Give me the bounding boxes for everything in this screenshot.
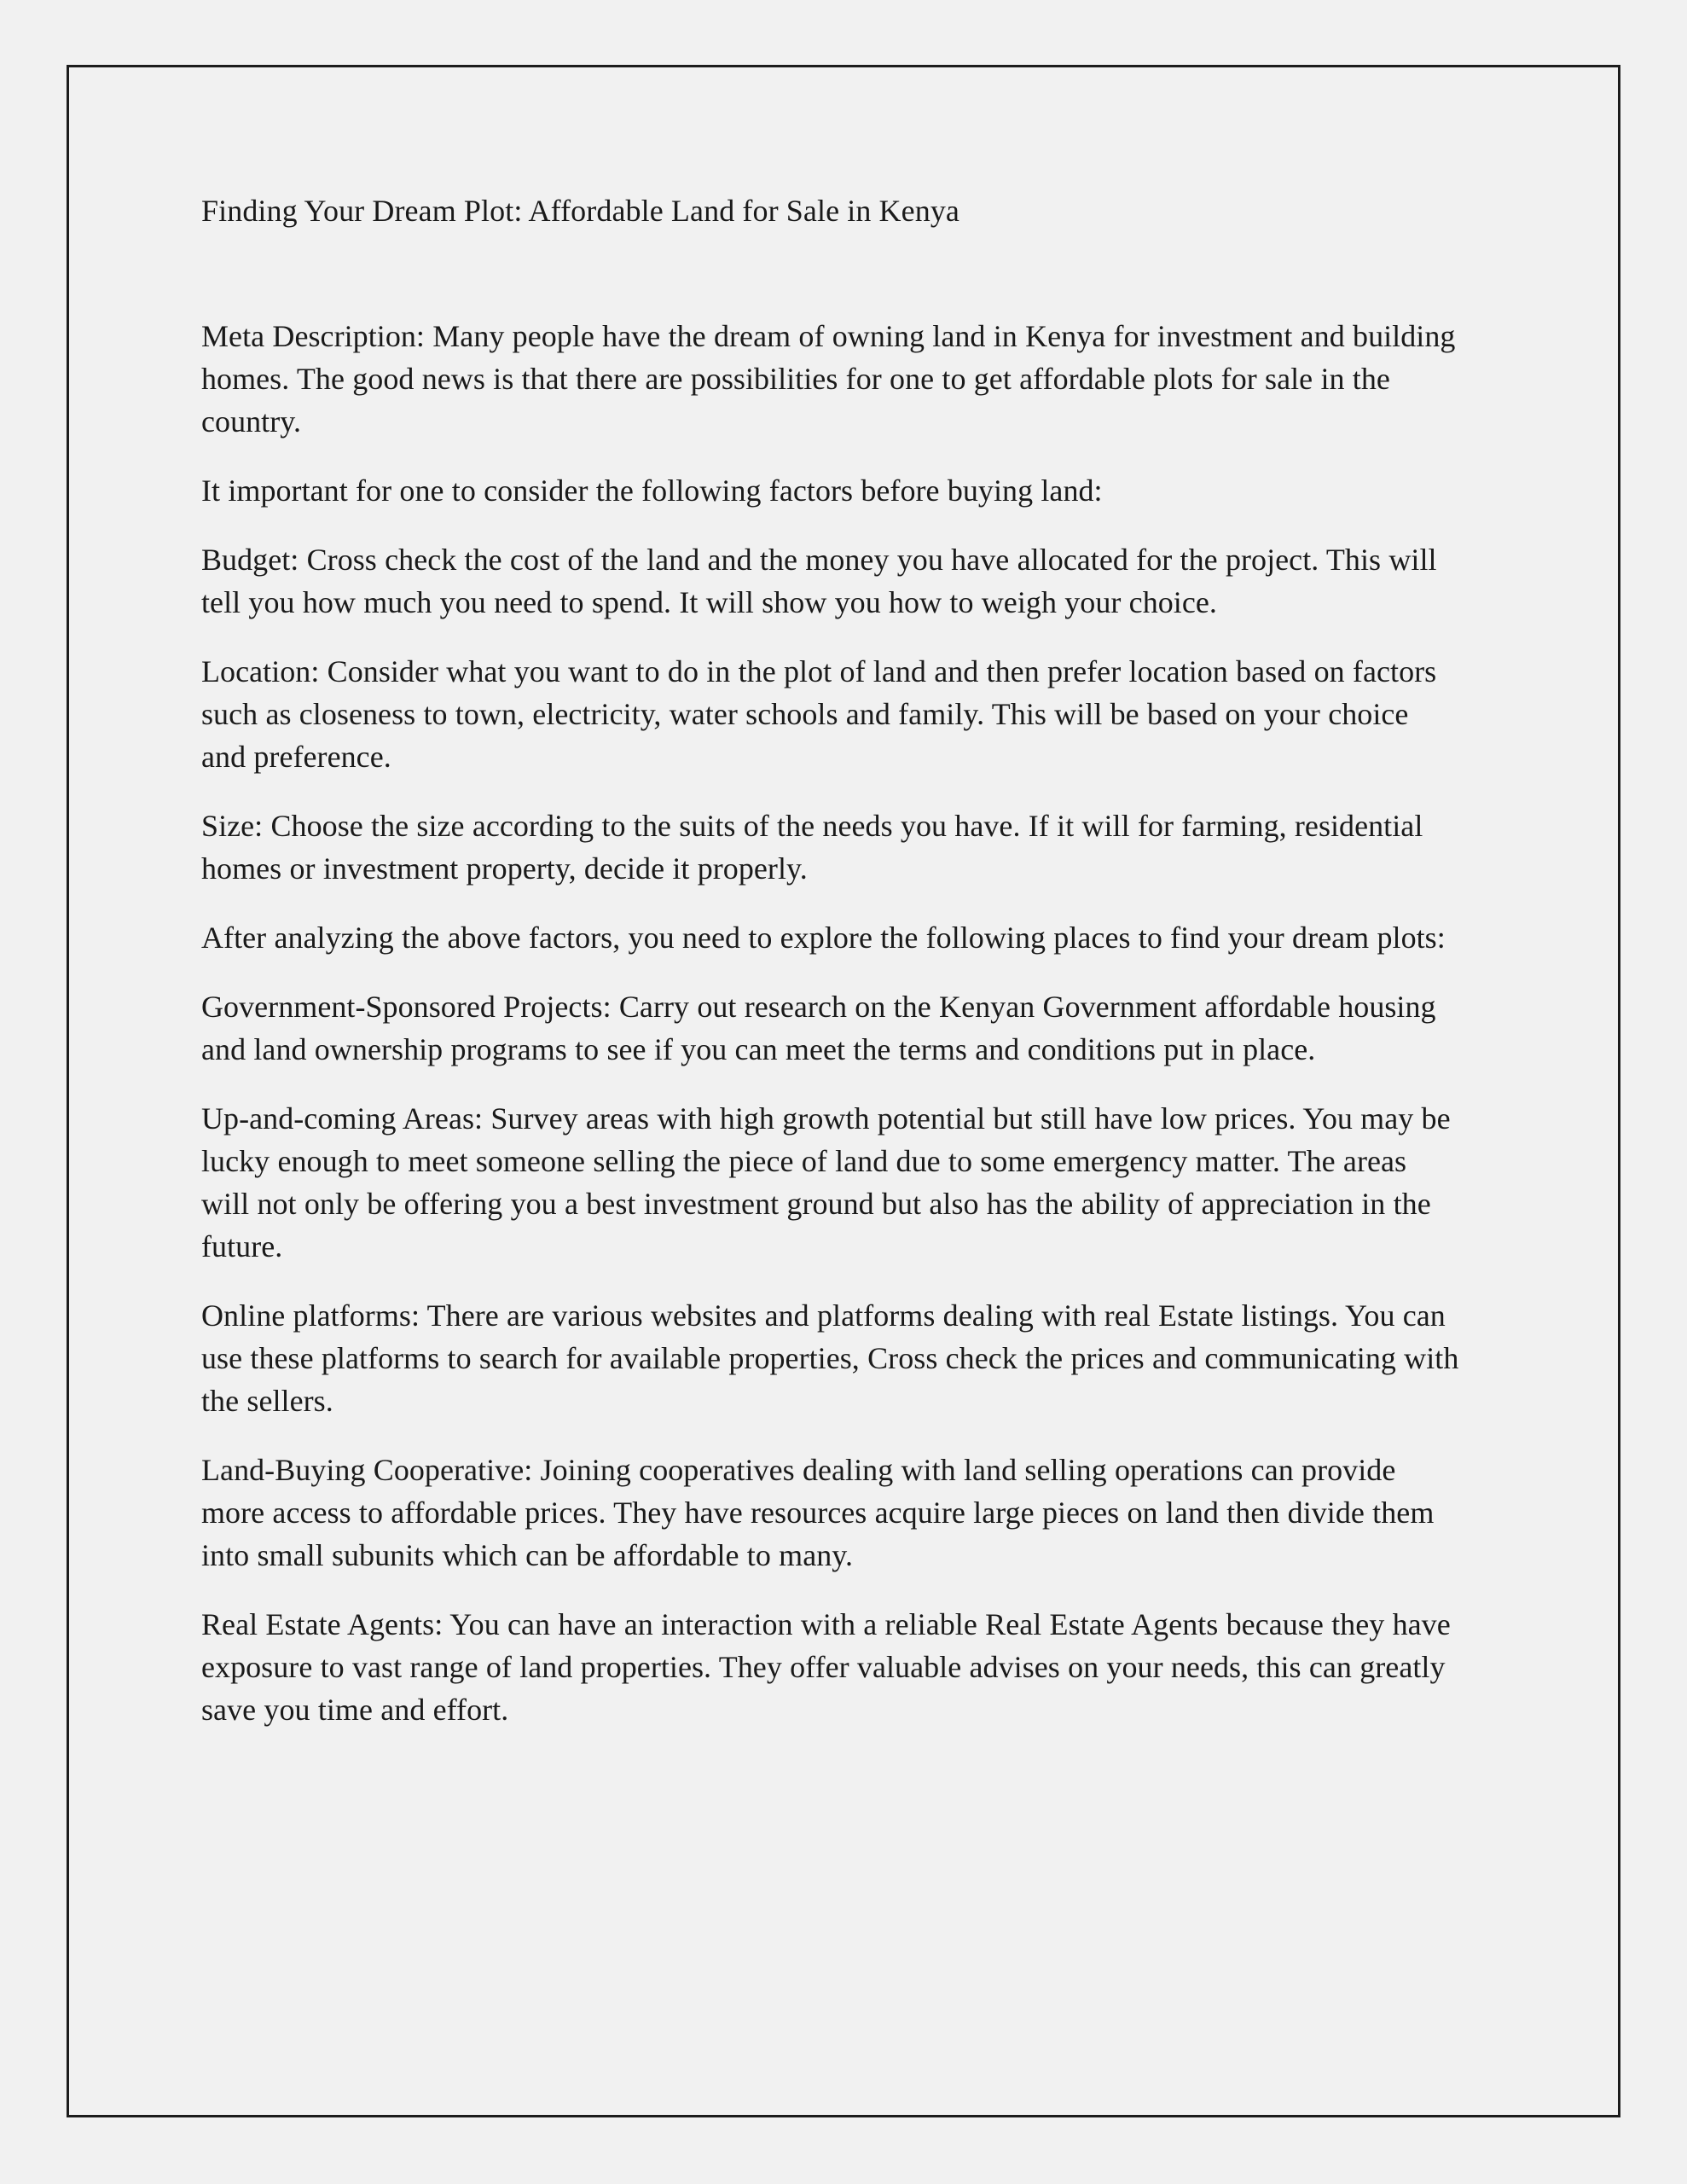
document-page-frame bbox=[67, 65, 1620, 2117]
paragraph-real-estate-agents: Real Estate Agents: You can have an interaction with a reliable Real Estate Agents because they have exposure to vast range of land properties. They offer valuable advises on your needs, this can greatly save you time and effort. bbox=[201, 1607, 1451, 1727]
document-body bbox=[201, 195, 1459, 1731]
paragraph-explore-intro: After analyzing the above factors, you need to explore the following places to find your dream plots: bbox=[201, 921, 1446, 955]
title-spacer bbox=[201, 226, 1459, 315]
paragraph-government-sponsored-projects: Government-Sponsored Projects: Carry out research on the Kenyan Government affordable housing and land ownership programs to see if you can meet the terms and conditions put in place. bbox=[201, 990, 1436, 1066]
paragraph-intro-factors: It important for one to consider the following factors before buying land: bbox=[201, 473, 1103, 508]
paragraph-factor-size: Size: Choose the size according to the suits of the needs you have. If it will for farming, residential homes or investment property, decide it properly. bbox=[201, 809, 1423, 886]
paragraph-factor-location: Location: Consider what you want to do in the plot of land and then prefer location based on factors such as closeness to town, electricity, water schools and family. This will be based on your choice and preference. bbox=[201, 654, 1437, 774]
paragraph-up-and-coming-areas: Up-and-coming Areas: Survey areas with high growth potential but still have low prices. You may be lucky enough to meet someone selling the piece of land due to some emergency matter. The areas will not only be offering you a best investment ground but also has the ability of appreciation in the future. bbox=[201, 1101, 1451, 1263]
paragraph-meta-description: Meta Description: Many people have the dream of owning land in Kenya for investment and building homes. The good news is that there are possibilities for one to get affordable plots for sale in the country. bbox=[201, 319, 1456, 439]
paragraph-factor-budget: Budget: Cross check the cost of the land and the money you have allocated for the project. This will tell you how much you need to spend. It will show you how to weigh your choice. bbox=[201, 543, 1437, 619]
page-title: Finding Your Dream Plot: Affordable Land for Sale in Kenya bbox=[201, 194, 960, 228]
paragraph-land-buying-cooperative: Land-Buying Cooperative: Joining cooperatives dealing with land selling operations can provide more access to affordable prices. They have resources acquire large pieces on land then divide them into small subunits which can be affordable to many. bbox=[201, 1453, 1435, 1572]
paragraph-online-platforms: Online platforms: There are various websites and platforms dealing with real Estate listings. You can use these platforms to search for available properties, Cross check the prices and communicating with the sellers. bbox=[201, 1298, 1459, 1418]
